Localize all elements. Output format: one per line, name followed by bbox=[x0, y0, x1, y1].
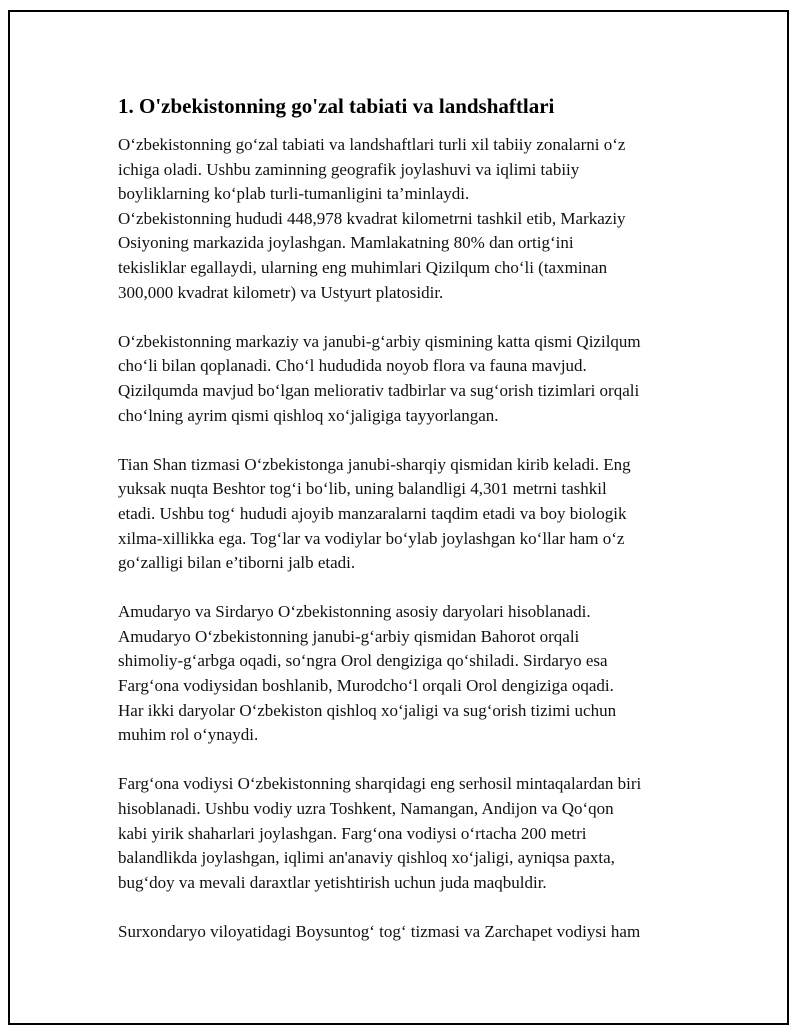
text-line: kabi yirik shaharlari joylashgan. Farg‘ona vodiysi o‘rtacha 200 metri bbox=[118, 823, 587, 843]
text-line: hisoblanadi. Ushbu vodiy uzra Toshkent, Namangan, Andijon va Qo‘qon bbox=[118, 799, 614, 819]
text-line: Osiyoning markazida joylashgan. Mamlakatning 80% dan ortig‘ini bbox=[118, 233, 574, 253]
paragraph-tian-shan bbox=[118, 453, 693, 576]
text-line: balandlikda joylashgan, iqlimi an'anaviy qishloq xo‘jaligi, ayniqsa paxta, bbox=[118, 848, 615, 868]
text-line: O‘zbekistonning markaziy va janubi-g‘arbiy qismining katta qismi Qizilqum bbox=[118, 331, 641, 351]
text-line: yuksak nuqta Beshtor tog‘i bo‘lib, uning balandligi 4,301 metrni tashkil bbox=[118, 479, 607, 499]
text-line: Har ikki daryolar O‘zbekiston qishloq xo‘jaligi va sug‘orish tizimi uchun bbox=[118, 700, 617, 720]
text-line: Farg‘ona vodiysidan boshlanib, Murodcho‘l orqali Orol dengiziga oqadi. bbox=[118, 676, 614, 696]
text-line: cho‘lning ayrim qismi qishloq xo‘jaligiga tayyorlangan. bbox=[118, 405, 499, 425]
text-line: 300,000 kvadrat kilometr) va Ustyurt platosidir. bbox=[118, 282, 444, 302]
text-line: shimoliy-g‘arbga oqadi, so‘ngra Orol dengiziga qo‘shiladi. Sirdaryo esa bbox=[118, 651, 608, 671]
paragraph-surxondaryo bbox=[118, 920, 693, 945]
text-line: muhim rol o‘ynaydi. bbox=[118, 725, 259, 745]
text-line: Tian Shan tizmasi O‘zbekistonga janubi-sharqiy qismidan kirib keladi. Eng bbox=[118, 454, 631, 474]
text-line: etadi. Ushbu tog‘ hududi ajoyib manzaralarni taqdim etadi va boy biologik bbox=[118, 503, 627, 523]
paragraph-qizilqum bbox=[118, 330, 693, 428]
paragraph-intro bbox=[118, 133, 693, 305]
text-line: O‘zbekistonning hududi 448,978 kvadrat kilometrni tashkil etib, Markaziy bbox=[118, 208, 626, 228]
text-line: tekisliklar egallaydi, ularning eng muhimlari Qizilqum cho‘li (taxminan bbox=[118, 257, 608, 277]
text-line: Amudaryo va Sirdaryo O‘zbekistonning asosiy daryolari hisoblanadi. bbox=[118, 602, 591, 622]
text-line: O‘zbekistonning go‘zal tabiati va landshaftlari turli xil tabiiy zonalarni o‘z bbox=[118, 135, 626, 154]
text-line: Farg‘ona vodiysi O‘zbekistonning sharqidagi eng serhosil mintaqalardan biri bbox=[118, 774, 642, 794]
text-line: xilma-xillikka ega. Tog‘lar va vodiylar bo‘ylab joylashgan ko‘llar ham o‘z bbox=[118, 528, 625, 548]
paragraph-fergana bbox=[118, 772, 693, 895]
text-line: Qizilqumda mavjud bo‘lgan meliorativ tadbirlar va sug‘orish tizimlari orqali bbox=[118, 380, 640, 400]
text-line: cho‘li bilan qoplanadi. Cho‘l hududida noyob flora va fauna mavjud. bbox=[118, 356, 587, 376]
paragraph-rivers bbox=[118, 600, 693, 748]
text-line: Surxondaryo viloyatidagi Boysuntog‘ tog‘ tizmasi va Zarchapet vodiysi ham bbox=[118, 922, 641, 941]
document-body bbox=[118, 93, 693, 969]
text-line: ichiga oladi. Ushbu zaminning geografik joylashuvi va iqlimi tabiiy bbox=[118, 159, 580, 179]
text-line: bug‘doy va mevali daraxtlar yetishtirish uchun juda maqbuldir. bbox=[118, 872, 547, 892]
text-line: go‘zalligi bilan e’tiborni jalb etadi. bbox=[118, 553, 356, 573]
text-line: Amudaryo O‘zbekistonning janubi-g‘arbiy qismidan Bahorot orqali bbox=[118, 626, 580, 646]
text-line: boyliklarning ko‘plab turli-tumanligini ta’minlaydi. bbox=[118, 184, 470, 204]
section-title: 1. O'zbekistonning go'zal tabiati va landshaftlari bbox=[118, 94, 555, 118]
